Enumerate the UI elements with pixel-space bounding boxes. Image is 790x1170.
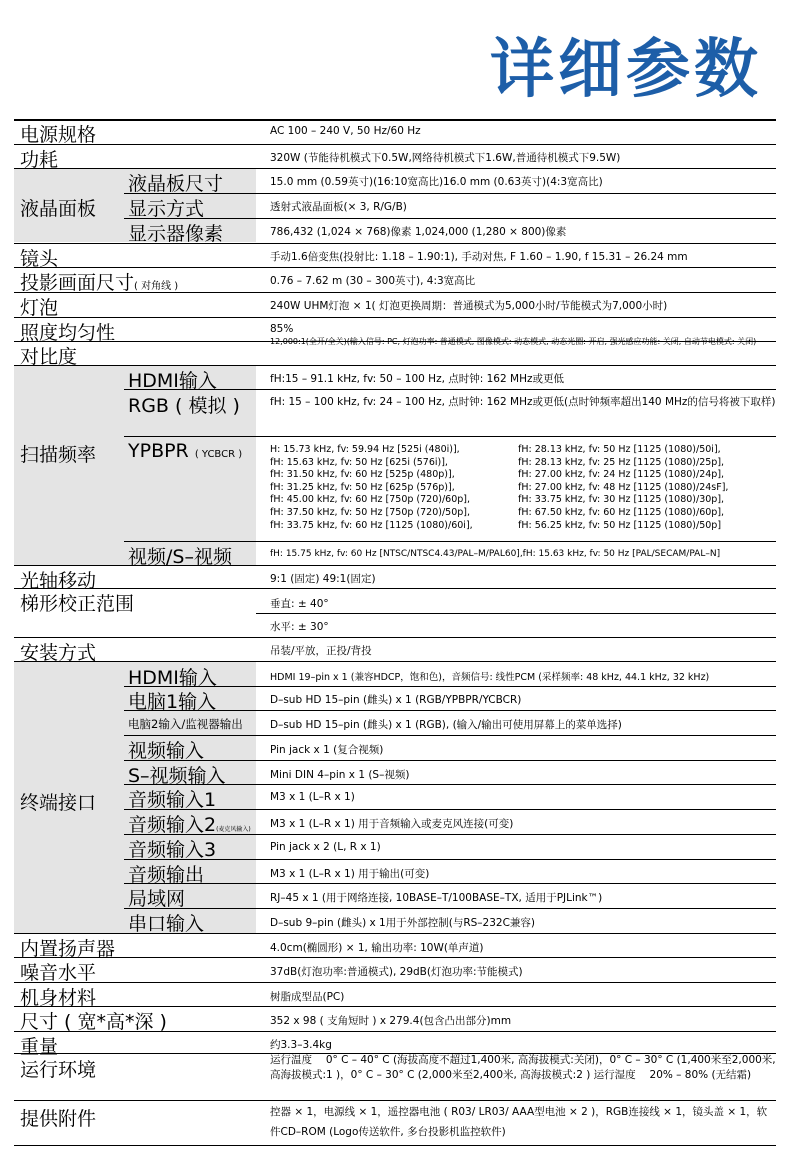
- divider: [14, 317, 776, 318]
- scan-ypbpr-line: fH: 67.50 kHz, fv: 60 Hz [1125 (1080)/60p],: [518, 506, 725, 518]
- scan-label: 扫描频率: [20, 444, 97, 466]
- terminal-item-value: D–sub HD 15–pin (雌头) x 1 (RGB), (输入/输出可使用屏幕上的菜单选择): [270, 719, 622, 731]
- divider: [124, 908, 776, 909]
- consumption-label: 功耗: [20, 149, 59, 171]
- terminal-item-label: 电脑2输入/监视器输出: [128, 717, 243, 731]
- divider: [124, 883, 776, 884]
- keystone-v-value: 垂直: ± 40°: [270, 598, 329, 610]
- terminal-item-value: M3 x 1 (L–R x 1): [270, 791, 355, 803]
- terminal-item-value: D–sub HD 15–pin (雌头) x 1 (RGB/YPBPR/YCBCR): [270, 694, 522, 706]
- terminal-item-label: 局域网: [128, 888, 186, 910]
- terminal-item-label: 音频输入2(麦克风输入): [128, 814, 251, 836]
- screen-label: 投影画面尺寸( 对角线 ): [20, 272, 179, 294]
- divider: [124, 389, 776, 390]
- keystone-label: 梯形校正范围: [20, 593, 135, 615]
- material-value: 树脂成型品(PC): [270, 991, 345, 1003]
- scan-hdmi-label: HDMI输入: [128, 370, 217, 392]
- accessories-value: 控器 × 1，电源线 × 1，遥控器电池 ( R03/ LR03/ AAA型电池 × 2 )，RGB连接线 × 1，镜头盖 × 1，软件CD–ROM (Logo传送软件, 多台投影机监控软件): [270, 1106, 768, 1138]
- power-value: AC 100 – 240 V, 50 Hz/60 Hz: [270, 125, 421, 137]
- dimensions-value: 352 x 98 ( 支角短时 ) x 279.4(包含凸出部分)mm: [270, 1015, 512, 1027]
- install-value: 吊装/平放，正投/背投: [270, 645, 372, 657]
- uniformity-label: 照度均匀性: [20, 322, 116, 344]
- screen-value: 0.76 – 7.62 m (30 – 300英寸), 4:3宽高比: [270, 275, 476, 287]
- environment-value: 运行温度 0° C – 40° C (海拔高度不超过1,400米, 高海拔模式:关闭)，0° C – 30° C (1,400米至2,000米, 高海拔模式:1 )，0° C – 30° C (2,000米至2,400米, 高海拔模式:2 ) 运行湿度 20% – 80% (无结霜): [270, 1054, 776, 1081]
- scan-rgb-value: fH: 15 – 100 kHz, fv: 24 – 100 Hz, 点时钟: 162 MHz或更低(点时钟频率超出140 MHz的信号将被下取样): [270, 396, 776, 408]
- lcd-pixels-label: 显示器像素: [128, 223, 224, 245]
- divider: [14, 982, 776, 983]
- scan-ypbpr-line: fH: 33.75 kHz, fv: 30 Hz [1125 (1080)/30p],: [518, 494, 725, 506]
- terminal-item-label: S–视频输入: [128, 765, 226, 787]
- scan-ypbpr-line: fH: 27.00 kHz, fv: 48 Hz [1125 (1080)/24sF],: [518, 481, 729, 493]
- lcd-size-value: 15.0 mm (0.59英寸)(16:10宽高比)16.0 mm (0.63英寸)(4:3宽高比): [270, 176, 603, 188]
- scan-ypbpr-line: fH: 45.00 kHz, fv: 60 Hz [750p (720)/60p],: [270, 494, 471, 506]
- consumption-value: 320W (节能待机模式下0.5W,网络待机模式下1.6W,普通待机模式下9.5W): [270, 152, 621, 164]
- terminal-item-value: M3 x 1 (L–R x 1) 用于输出(可变): [270, 868, 430, 880]
- divider: [256, 613, 776, 614]
- material-label: 机身材料: [20, 987, 97, 1009]
- noise-label: 噪音水平: [20, 962, 97, 984]
- scan-ypbpr-left: [270, 444, 473, 532]
- scan-ypbpr-line: fH: 28.13 kHz, fv: 50 Hz [1125 (1080)/50i],: [518, 444, 721, 455]
- terminal-item-label: 电脑1输入: [128, 691, 217, 713]
- terminal-item-value: Pin jack x 1 (复合视频): [270, 744, 384, 756]
- power-label: 电源规格: [20, 124, 97, 146]
- divider: [124, 686, 776, 687]
- scan-video-value: fH: 15.75 kHz, fv: 60 Hz [NTSC/NTSC4.43/PAL–M/PAL60],fH: 15.63 kHz, fv: 50 Hz [PAL/SECAM/PAL–N]: [270, 549, 721, 559]
- terminal-item-label: 串口输入: [128, 913, 205, 935]
- divider: [124, 735, 776, 736]
- lcd-display-value: 透射式液晶面板(× 3, R/G/B): [270, 201, 407, 213]
- contrast-value: 12,000:1(全开/全关)(输入信号: PC, 灯泡功率: 普通模式, 图像模式: 动态模式, 动态光圈: 开启, 强光感应功能: 关闭, 自动节电模式: 关闭): [270, 337, 757, 346]
- speaker-label: 内置扬声器: [20, 938, 116, 960]
- weight-label: 重量: [20, 1036, 59, 1058]
- weight-value: 约3.3–3.4kg: [270, 1039, 332, 1051]
- noise-value: 37dB(灯泡功率:普通模式), 29dB(灯泡功率:节能模式): [270, 966, 523, 978]
- lensshift-value: 9:1 (固定) 49:1(固定): [270, 573, 376, 585]
- screen-label-note: ( 对角线 ): [134, 281, 179, 292]
- lamp-label: 灯泡: [20, 297, 59, 319]
- terminal-item-value: M3 x 1 (L–R x 1) 用于音频输入或麦克风连接(可变): [270, 818, 514, 830]
- lensshift-label: 光轴移动: [20, 570, 97, 592]
- install-label: 安装方式: [20, 642, 97, 664]
- scan-ypbpr-line: fH: 56.25 kHz, fv: 50 Hz [1125 (1080)/50p]: [518, 519, 722, 531]
- terminals-label: 终端接口: [20, 792, 97, 814]
- divider: [14, 637, 776, 638]
- scan-ypbpr-line: fH: 31.25 kHz, fv: 50 Hz [625p (576p)],: [270, 481, 455, 493]
- contrast-label: 对比度: [20, 346, 78, 368]
- scan-hdmi-value: fH:15 – 91.1 kHz, fv: 50 – 100 Hz, 点时钟: 162 MHz或更低: [270, 373, 564, 385]
- lcd-display-label: 显示方式: [128, 198, 205, 220]
- scan-ypbpr-line: fH: 33.75 kHz, fv: 60 Hz [1125 (1080)/60i],: [270, 519, 473, 531]
- divider: [14, 1100, 776, 1101]
- divider: [124, 710, 776, 711]
- divider: [14, 119, 776, 121]
- terminal-item-value: HDMI 19–pin x 1 (兼容HDCP，饱和色)，音频信号: 线性PCM (采样频率: 48 kHz, 44.1 kHz, 32 kHz): [270, 672, 710, 683]
- divider: [14, 1145, 776, 1146]
- lens-label: 镜头: [20, 248, 59, 270]
- scan-ypbpr-note: ( YCBCR ): [194, 449, 243, 460]
- divider: [14, 144, 776, 145]
- terminal-item-note: (麦克风输入): [216, 826, 251, 833]
- scan-ypbpr-line: H: 15.73 kHz, fv: 59.94 Hz [525i (480i)],: [270, 444, 460, 455]
- scan-ypbpr-line: fH: 28.13 kHz, fv: 25 Hz [1125 (1080)/25p],: [518, 456, 725, 468]
- scan-ypbpr-line: fH: 15.63 kHz, fv: 50 Hz [625i (576i)],: [270, 456, 448, 468]
- terminal-item-value: Pin jack x 2 (L, R x 1): [270, 841, 381, 853]
- speaker-value: 4.0cm(椭圆形) × 1, 输出功率: 10W(单声道): [270, 942, 484, 954]
- keystone-h-value: 水平: ± 30°: [270, 621, 329, 633]
- divider: [124, 436, 776, 437]
- dimensions-label: 尺寸 ( 宽*高*深 ): [20, 1011, 167, 1033]
- divider: [124, 859, 776, 860]
- scan-ypbpr-label: YPBPR ( YCBCR ): [128, 440, 243, 462]
- terminal-item-label: 音频输入1: [128, 789, 217, 811]
- lcd-pixels-value: 786,432 (1,024 × 768)像素 1,024,000 (1,280 × 800)像素: [270, 226, 567, 238]
- lens-value: 手动1.6倍变焦(投射比: 1.18 – 1.90:1), 手动对焦, F 1.60 – 1.90, f 15.31 – 26.24 mm: [270, 251, 688, 263]
- lcd-size-label: 液晶板尺寸: [128, 173, 224, 195]
- terminal-item-value: Mini DIN 4–pin x 1 (S–视频): [270, 769, 410, 781]
- scan-ypbpr-line: fH: 37.50 kHz, fv: 50 Hz [750p (720)/50p],: [270, 506, 471, 518]
- environment-label: 运行环境: [20, 1059, 97, 1081]
- uniformity-value: 85%: [270, 323, 294, 335]
- terminal-item-label: 音频输入3: [128, 839, 217, 861]
- scan-rgb-label: RGB ( 模拟 ): [128, 395, 240, 417]
- lcd-label: 液晶面板: [20, 198, 97, 220]
- terminal-item-label: 音频输出: [128, 864, 205, 886]
- lamp-value: 240W UHM灯泡 × 1( 灯泡更换周期：普通模式为5,000小时/节能模式为7,000小时): [270, 300, 668, 312]
- terminal-item-value: D–sub 9–pin (雌头) x 1用于外部控制(与RS–232C兼容): [270, 917, 536, 929]
- divider: [14, 957, 776, 958]
- scan-video-label: 视频/S–视频: [128, 546, 232, 568]
- scan-ypbpr-right: [518, 444, 728, 532]
- scan-ypbpr-line: fH: 27.00 kHz, fv: 24 Hz [1125 (1080)/24p],: [518, 469, 725, 481]
- accessories-label: 提供附件: [20, 1108, 97, 1130]
- terminal-item-value: RJ–45 x 1 (用于网络连接, 10BASE–T/100BASE–TX, 适用于PJLink™): [270, 892, 603, 904]
- terminal-item-label: 视频输入: [128, 740, 205, 762]
- divider: [14, 661, 776, 662]
- scan-ypbpr-line: fH: 31.50 kHz, fv: 60 Hz [525p (480p)],: [270, 469, 455, 481]
- page-title: 详细参数: [490, 33, 762, 107]
- terminal-item-label: HDMI输入: [128, 667, 217, 689]
